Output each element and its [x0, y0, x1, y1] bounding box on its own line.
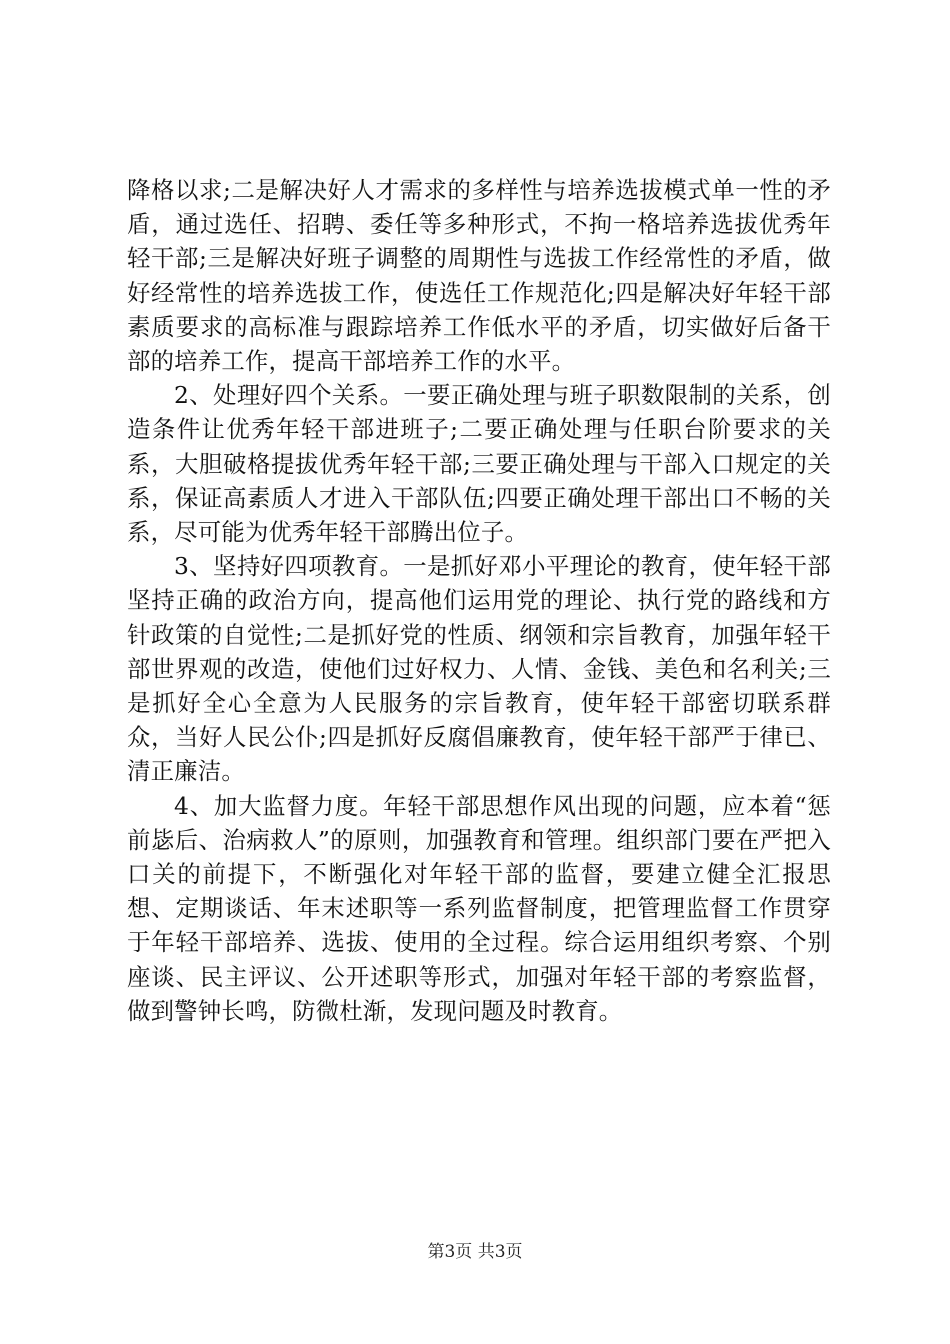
paragraph-supervision: 4、加大监督力度。年轻干部思想作风出现的问题，应本着“惩前毖后、治病救人”的原则，加强教育和管理。组织部门要在严把入口关的前提下，不断强化对年轻干部的监督，要建立健全汇报思想、定期谈话、年末述职等一系列监督制度，把管理监督工作贯穿于年轻干部培养、选拔、使用的全过程。综合运用组织考察、个别座谈、民主评议、公开述职等形式，加强对年轻干部的考察监督，做到警钟长鸣，防微杜渐，发现问题及时教育。: [127, 791, 831, 1025]
paragraph-continuation: 降格以求;二是解决好人才需求的多样性与培养选拔模式单一性的矛盾，通过选任、招聘、委任等多种形式，不拘一格培养选拔优秀年轻干部;三是解决好班子调整的周期性与选拔工作经常性的矛盾，做好经常性的培养选拔工作，使选任工作规范化;四是解决好年轻干部素质要求的高标准与跟踪培养工作低水平的矛盾，切实做好后备干部的培养工作，提高干部培养工作的水平。: [127, 176, 831, 376]
paragraph-four-relationships: 2、处理好四个关系。一要正确处理与班子职数限制的关系，创造条件让优秀年轻干部进班子;二要正确处理与任职台阶要求的关系，大胆破格提拔优秀年轻干部;三要正确处理与干部入口规定的关系，保证高素质人才进入干部队伍;四要正确处理干部出口不畅的关系，尽可能为优秀年轻干部腾出位子。: [127, 381, 831, 547]
page-footer: 第3页 共3页: [427, 1242, 523, 1262]
paragraph-four-educations: 3、坚持好四项教育。一是抓好邓小平理论的教育，使年轻干部坚持正确的政治方向，提高他们运用党的理论、执行党的路线和方针政策的自觉性;二是抓好党的性质、纲领和宗旨教育，加强年轻干部世界观的改造，使他们过好权力、人情、金钱、美色和名利关;三是抓好全心全意为人民服务的宗旨教育，使年轻干部密切联系群众，当好人民公仆;四是抓好反腐倡廉教育，使年轻干部严于律已、清正廉洁。: [127, 552, 831, 786]
document-body: [127, 173, 831, 1028]
